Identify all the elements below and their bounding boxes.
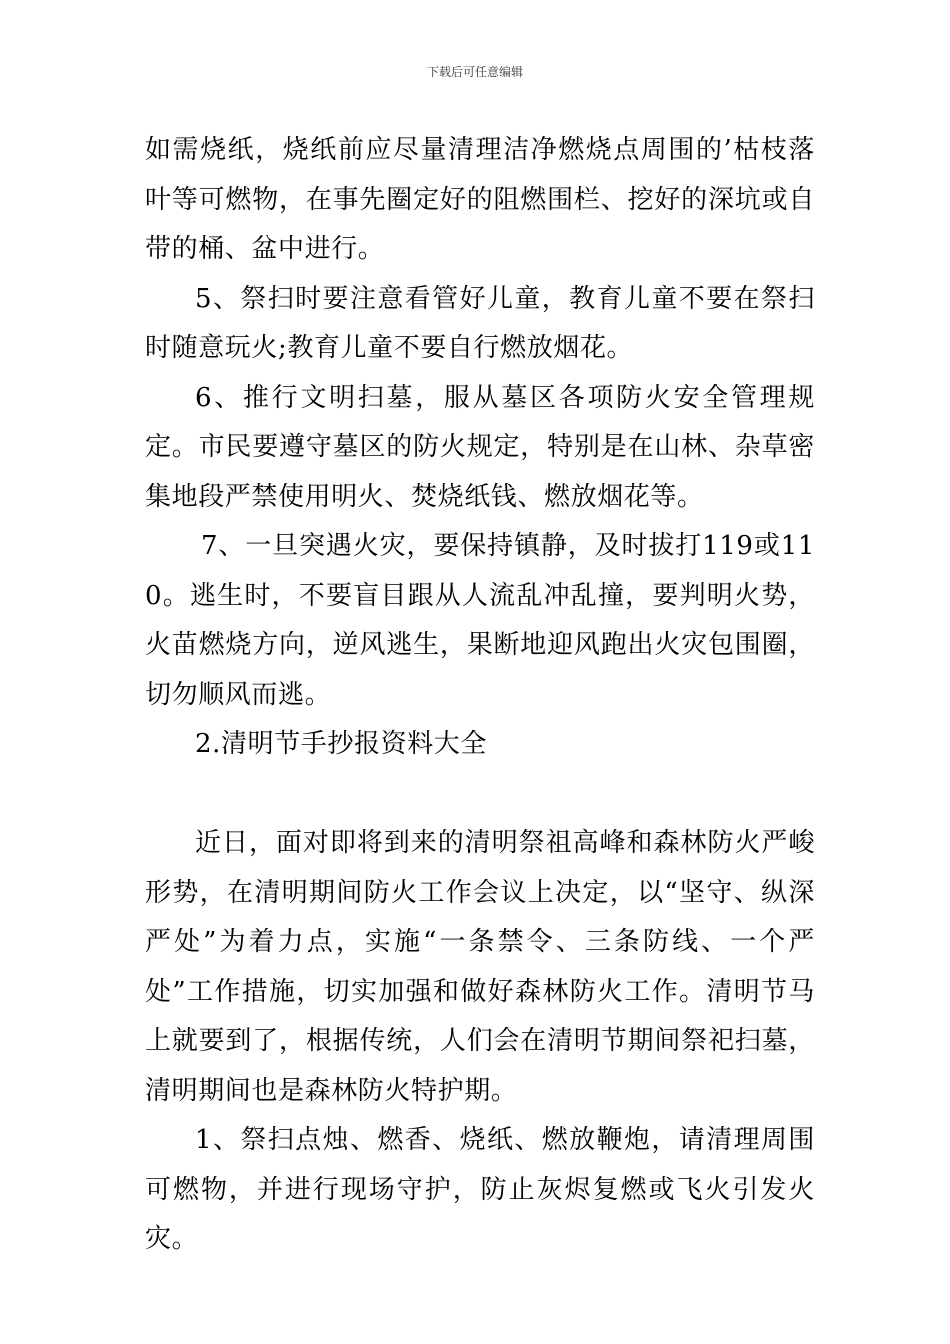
paragraph-item-1: 1、祭扫点烛、燃香、烧纸、燃放鞭炮，请清理周围可燃物，并进行现场守护，防止灰烬复燃或飞火引发火灾。 [145, 1125, 815, 1254]
paragraph-intro: 近日，面对即将到来的清明祭祖高峰和森林防火严峻形势，在清明期间防火工作会议上决定，以“坚守、纵深严处”为着力点，实施“一条禁令、三条防线、一个严处”工作措施，切实加强和做好森林防火工作。清明节马上就要到了，根据传统，人们会在清明节期间祭祀扫墓，清明期间也是森林防火特护期。 [145, 828, 815, 1106]
page-header: 下载后可任意编辑 [426, 65, 523, 79]
paragraph-burning-paper: 如需烧纸，烧纸前应尽量清理洁净燃烧点周围的’枯枝落叶等可燃物，在事先圈定好的阻燃围栏、挖好的深坑或自带的桶、盆中进行。 [145, 135, 815, 264]
paragraph-item-7: 7、一旦突遇火灾，要保持镇静，及时拔打119或110。逃生时，不要盲目跟从人流乱冲乱撞，要判明火势，火苗燃烧方向，逆风逃生，果断地迎风跑出火灾包围圈，切勿顺风而逃。 [145, 531, 815, 710]
blank-line [145, 770, 815, 820]
paragraph-item-6: 6、推行文明扫墓，服从墓区各项防火安全管理规定。市民要遵守墓区的防火规定，特别是在山林、杂草密集地段严禁使用明火、焚烧纸钱、燃放烟花等。 [145, 382, 815, 512]
section-heading: 2.清明节手抄报资料大全 [195, 729, 488, 759]
paragraph-item-5: 5、祭扫时要注意看管好儿童，教育儿童不要在祭扫时随意玩火;教育儿童不要自行燃放烟花。 [145, 283, 815, 363]
document-body [145, 126, 815, 1265]
